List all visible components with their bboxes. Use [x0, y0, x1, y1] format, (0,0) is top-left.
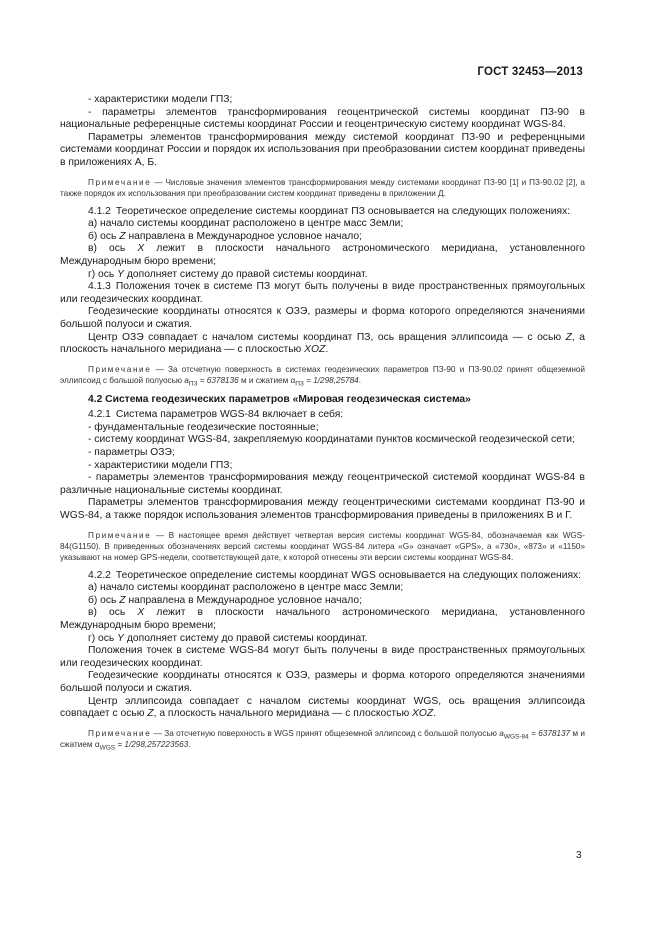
note: Примечание — Числовые значения элементов трансформирования между системами координат ПЗ-90 [1] и ПЗ-90.02 [2], а также порядок их использования при преобразовании систем координат приведены в приложении Д. [60, 177, 585, 198]
list-item: г) ось Y дополняет систему до правой системы координат. [88, 268, 368, 280]
paragraph: - параметры элементов трансформирования геоцентрической системы координат ПЗ-90 в национальные референцные системы координат России и геоцентрическую систему координат WGS-84. [60, 106, 585, 131]
paragraph: Геодезические координаты относятся к ОЗЭ, размеры и форма которого определяются значениями большой полуоси и сжатия. [60, 306, 585, 330]
list-item: - характеристики модели ГПЗ; [88, 459, 233, 471]
section-4-2-1: 4.2.1 Система параметров WGS-84 включает в себя: [88, 409, 344, 421]
list-item: - параметры элементов трансформирования между геоцентрической системой координат WGS-84 в различные национальные системы координат. [60, 472, 585, 496]
section-4-2-2: 4.2.2 Теоретическое определение системы координат WGS основывается на следующих положениях: [88, 569, 582, 581]
list-item: а) начало системы координат расположено в центре масс Земли; [88, 218, 404, 230]
list-item: б) ось Z направлена в Международное условное начало; [88, 230, 362, 242]
list-item: в) ось X лежит в плоскости начального астрономического меридиана, установленного Международным бюро времени; [60, 607, 585, 631]
note: Примечание — За отсчетную поверхность в WGS принят общеземной эллипсоид с большой полуосью $a_{WGS-84} = 6378137$ м и сжатием $\alpha_{WGS} = 1/298,257223563$. [60, 728, 585, 752]
section-title: 4.2 Система геодезических параметров «Мировая геодезическая система» [88, 393, 471, 405]
list-item: б) ось Z направлена в Международное условное начало; [88, 594, 362, 606]
document-body [60, 94, 585, 757]
list-item: в) ось X лежит в плоскости начального астрономического меридиана, установленного Международным бюро времени; [60, 243, 585, 267]
section-4-1-2: 4.1.2 Теоретическое определение системы координат ПЗ основывается на следующих положениях: [88, 205, 571, 217]
list-item: г) ось Y дополняет систему до правой системы координат. [88, 632, 368, 644]
paragraph: Положения точек в системе WGS-84 могут быть получены в виде пространственных прямоугольных или геодезических координат. [60, 645, 585, 669]
paragraph: Центр ОЗЭ совпадает с началом системы координат ПЗ, ось вращения эллипсоида — с осью Z, а плоскость начального меридиана — с плоскостью XOZ. [60, 331, 585, 356]
list-item: - фундаментальные геодезические постоянные; [88, 421, 319, 433]
section-4-1-3: 4.1.3 Положения точек в системе ПЗ могут быть получены в виде пространственных прямоугольных или геодезических координат. [60, 281, 585, 305]
paragraph: Центр эллипсоида совпадает с началом системы координат WGS, ось вращения эллипсоида совпадает с осью Z, а плоскость начального меридиана — с плоскостью XOZ. [60, 695, 585, 720]
page-number: 3 [576, 850, 582, 861]
paragraph: - характеристики модели ГПЗ; [88, 94, 233, 105]
list-item: а) начало системы координат расположено в центре масс Земли; [88, 582, 404, 594]
paragraph: Параметры элементов трансформирования между геоцентрическими системами координат ПЗ-90 и WGS-84, а также порядок использования элементов трансформирования приведены в приложениях В и Г. [60, 497, 585, 522]
document-id: ГОСТ 32453—2013 [477, 66, 583, 78]
note: Примечание — В настоящее время действует четвертая версия системы координат WGS-84, обозначаемая как WGS-84(G1150). В приведенных обозначениях версий системы координат WGS-84 литера «G» означает «GPS», а «730», «873» и «1150» указывают на номер GPS-недели, соответствующей дате, к которой отнесены эти версии системы координат WGS-84. [60, 530, 585, 562]
note: Примечание — За отсчетную поверхность в системах геодезических параметров ПЗ-90 и ПЗ-90.02 принят общеземной эллипсоид с большой полуосью $a_{ПЗ} = 6378136$ м и сжатием $\alpha_{ПЗ} = 1/298,25784$. [60, 364, 585, 388]
note-label: Примечание [88, 177, 152, 187]
list-item: - параметры ОЗЭ; [88, 447, 175, 459]
paragraph: Параметры элементов трансформирования между системой координат ПЗ-90 и референцными системами координат России и порядок их использования при преобразовании систем координат приведены в приложениях А, Б. [60, 131, 585, 168]
list-item: - систему координат WGS-84, закрепляемую координатами пунктов космической геодезической сети; [88, 434, 575, 446]
paragraph: Геодезические координаты относятся к ОЗЭ, размеры и форма которого определяются значениями большой полуоси и сжатия. [60, 670, 585, 694]
